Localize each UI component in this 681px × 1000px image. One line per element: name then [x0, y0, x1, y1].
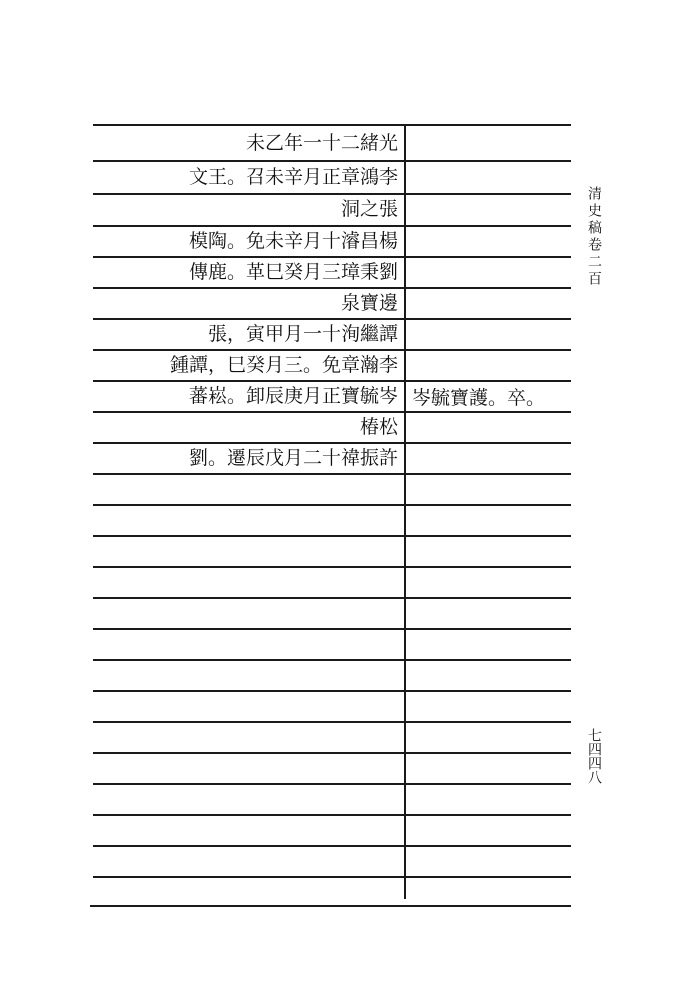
book-title: 清史稿卷二百 [586, 186, 602, 288]
table-rule [93, 721, 571, 723]
column-divider [404, 124, 406, 899]
table-row [96, 258, 402, 286]
table-row [96, 163, 402, 191]
table-row [96, 351, 402, 379]
table-rule [93, 690, 571, 692]
table-row [96, 195, 402, 223]
table-row [96, 382, 402, 410]
table-rule [93, 752, 571, 754]
table-rule [93, 845, 571, 847]
row-text: 楊昌濬十月辛未免。陶模 [188, 230, 398, 252]
row-text: 岑毓寶正月庚辰卸。崧蕃 [188, 385, 398, 407]
table-rule [93, 160, 571, 162]
table-rule [93, 597, 571, 599]
row-text: 譚繼洵十一月甲寅，張 [207, 323, 398, 345]
table-row [96, 320, 402, 348]
table-row [96, 413, 402, 441]
table-bottom-rule [90, 905, 571, 907]
row-text: 劉秉璋三月癸巳革。鹿傳 [188, 261, 398, 283]
table-rule [93, 504, 571, 506]
page-number: 七四四八 [586, 728, 602, 784]
table-rule [93, 876, 571, 878]
row-text: 許振禕十二月戊辰遷。劉 [188, 447, 398, 469]
row-text: 張之洞 [340, 198, 398, 220]
table-rule [93, 566, 571, 568]
row-text: 邊寶泉 [340, 292, 398, 314]
table-rule [93, 473, 571, 475]
right-column-note: 岑毓寶護。卒。 [412, 387, 546, 409]
table-top-rule [93, 124, 571, 126]
table-row [96, 129, 402, 157]
table-rule [93, 659, 571, 661]
row-text: 光緒二十一年乙未 [245, 132, 398, 154]
table-rule [93, 535, 571, 537]
table-rule [93, 783, 571, 785]
table-row [96, 289, 402, 317]
table-rule [93, 814, 571, 816]
row-text: 松椿 [359, 416, 398, 438]
row-text: 李瀚章免。三月癸巳，譚鍾 [169, 354, 398, 376]
table-rule [93, 628, 571, 630]
table-row [96, 444, 402, 472]
row-text: 李鴻章正月辛未召。王文 [188, 166, 398, 188]
table-row [96, 227, 402, 255]
